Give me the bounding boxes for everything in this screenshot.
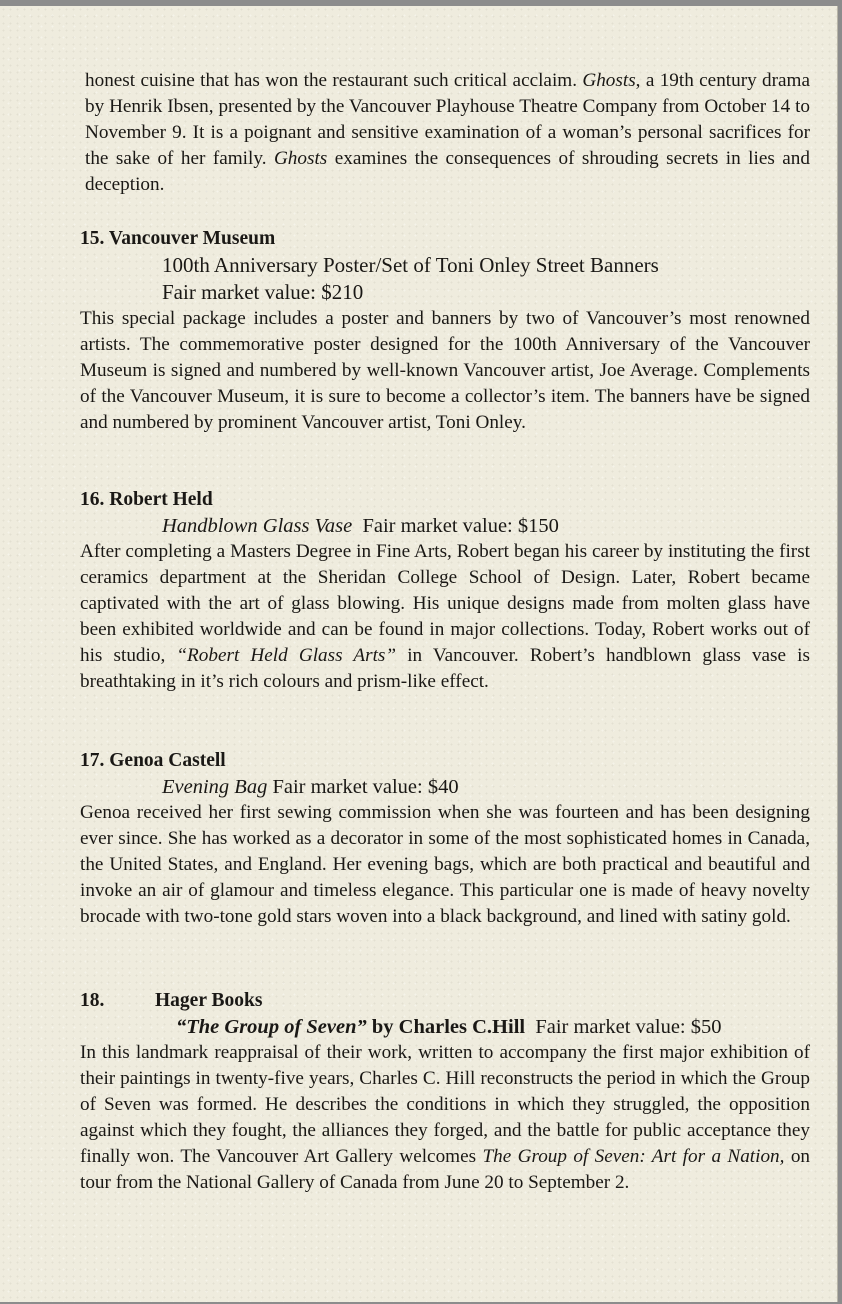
item-description <box>80 1040 810 1196</box>
item-donor-name: Hager Books <box>155 990 263 1011</box>
item-value: Fair market value: $210 <box>162 280 364 304</box>
item-donor-name: Vancouver Museum <box>108 228 276 249</box>
description-text: on tour from the National Gallery of Canada from June 20 to September 2. <box>80 1146 811 1193</box>
intro-italic-title: Ghosts <box>273 148 328 169</box>
auction-item-16 <box>80 487 810 695</box>
item-donor-name: Robert Held <box>109 489 213 510</box>
item-title-line <box>80 1014 810 1040</box>
item-title-line <box>80 513 810 539</box>
item-heading <box>80 988 810 1014</box>
description-text: In this landmark reappraisal of their work, written to accompany the first major exhibition of their paintings in twenty-five years, Charles C. Hill reconstructs the period in which the Group of Seven was formed. He describes the conditions in which they struggled, the opposition against which they fought, the alliances they forged, and the battle for public acceptance they finally won. The Vancouver Art Gallery welcomes <box>80 1042 810 1167</box>
auction-item-18 <box>80 988 810 1196</box>
description-italic: “Robert Held Glass Arts” <box>176 645 397 666</box>
item-author: by Charles C.Hill <box>366 1016 526 1038</box>
item-number: 17. <box>80 750 105 771</box>
item-description <box>80 539 810 695</box>
description-text: After completing a Masters Degree in Fine Arts, Robert began his career by instituting the first ceramics department at the Sheridan College School of Design. Later, Robert became captivated with the art of glass blowing. His unique designs made from molten glass have been exhibited worldwide and can be found in major collections. Today, Robert works out of his studio, <box>80 541 810 666</box>
item-value: Fair market value: $50 <box>535 1016 722 1038</box>
item-title: 100th Anniversary Poster/Set of Toni Onley Street Banners <box>162 253 659 277</box>
intro-text: examines the consequences of shrouding secrets in lies and deception. <box>85 148 810 195</box>
item-value: Fair market value: $150 <box>362 515 559 537</box>
item-donor-name: Genoa Castell <box>109 750 226 771</box>
description-text: in Vancouver. Robert’s handblown glass vase is breathtaking in it’s rich colours and prism-like effect. <box>80 645 810 692</box>
item-title: Handblown Glass Vase <box>162 515 353 537</box>
intro-text: , a 19th century drama by Henrik Ibsen, presented by the Vancouver Playhouse Theatre Company from October 14 to November 9. It is a poignant and sensitive examination of a woman’s personal sacrifices for the sake of her family. <box>85 70 810 169</box>
item-title: “The Group of Seven” <box>176 1016 367 1038</box>
item-title: Evening Bag <box>162 776 268 798</box>
intro-italic-title: Ghosts <box>582 70 636 91</box>
item-number: 16. <box>80 489 105 510</box>
item-number: 15. <box>80 228 105 249</box>
description-italic: The Group of Seven: Art for a Nation, <box>482 1146 785 1167</box>
item-value: Fair market value: $40 <box>272 776 459 798</box>
item-description: Genoa received her first sewing commission when she was fourteen and has been designing ever since. She has worked as a decorator in some of the most sophisticated homes in Canada, the United States, and England. Her evening bags, which are both practical and beautiful and invoke an air of glamour and timeless elegance. This particular one is made of heavy novelty brocade with two-tone gold stars woven into a black background, and lined with satiny gold. <box>80 802 810 927</box>
item-description: This special package includes a poster and banners by two of Vancouver’s most renowned artists. The commemorative poster designed for the 100th Anniversary of the Vancouver Museum is signed and numbered by well-known Vancouver artist, Joe Average. Complements of the Vancouver Museum, it is sure to become a collector’s item. The banners have be signed and numbered by prominent Vancouver artist, Toni Onley. <box>80 308 810 433</box>
item-heading <box>80 487 810 513</box>
item-number: 18. <box>80 990 105 1011</box>
auction-item-17 <box>80 748 810 930</box>
document-page <box>0 6 838 1302</box>
intro-paragraph <box>85 68 810 198</box>
item-heading <box>80 748 810 774</box>
item-title-line <box>80 774 810 800</box>
auction-item-15 <box>80 226 810 436</box>
item-heading <box>80 226 810 252</box>
intro-text: honest cuisine that has won the restaurant such critical acclaim. <box>85 70 583 91</box>
